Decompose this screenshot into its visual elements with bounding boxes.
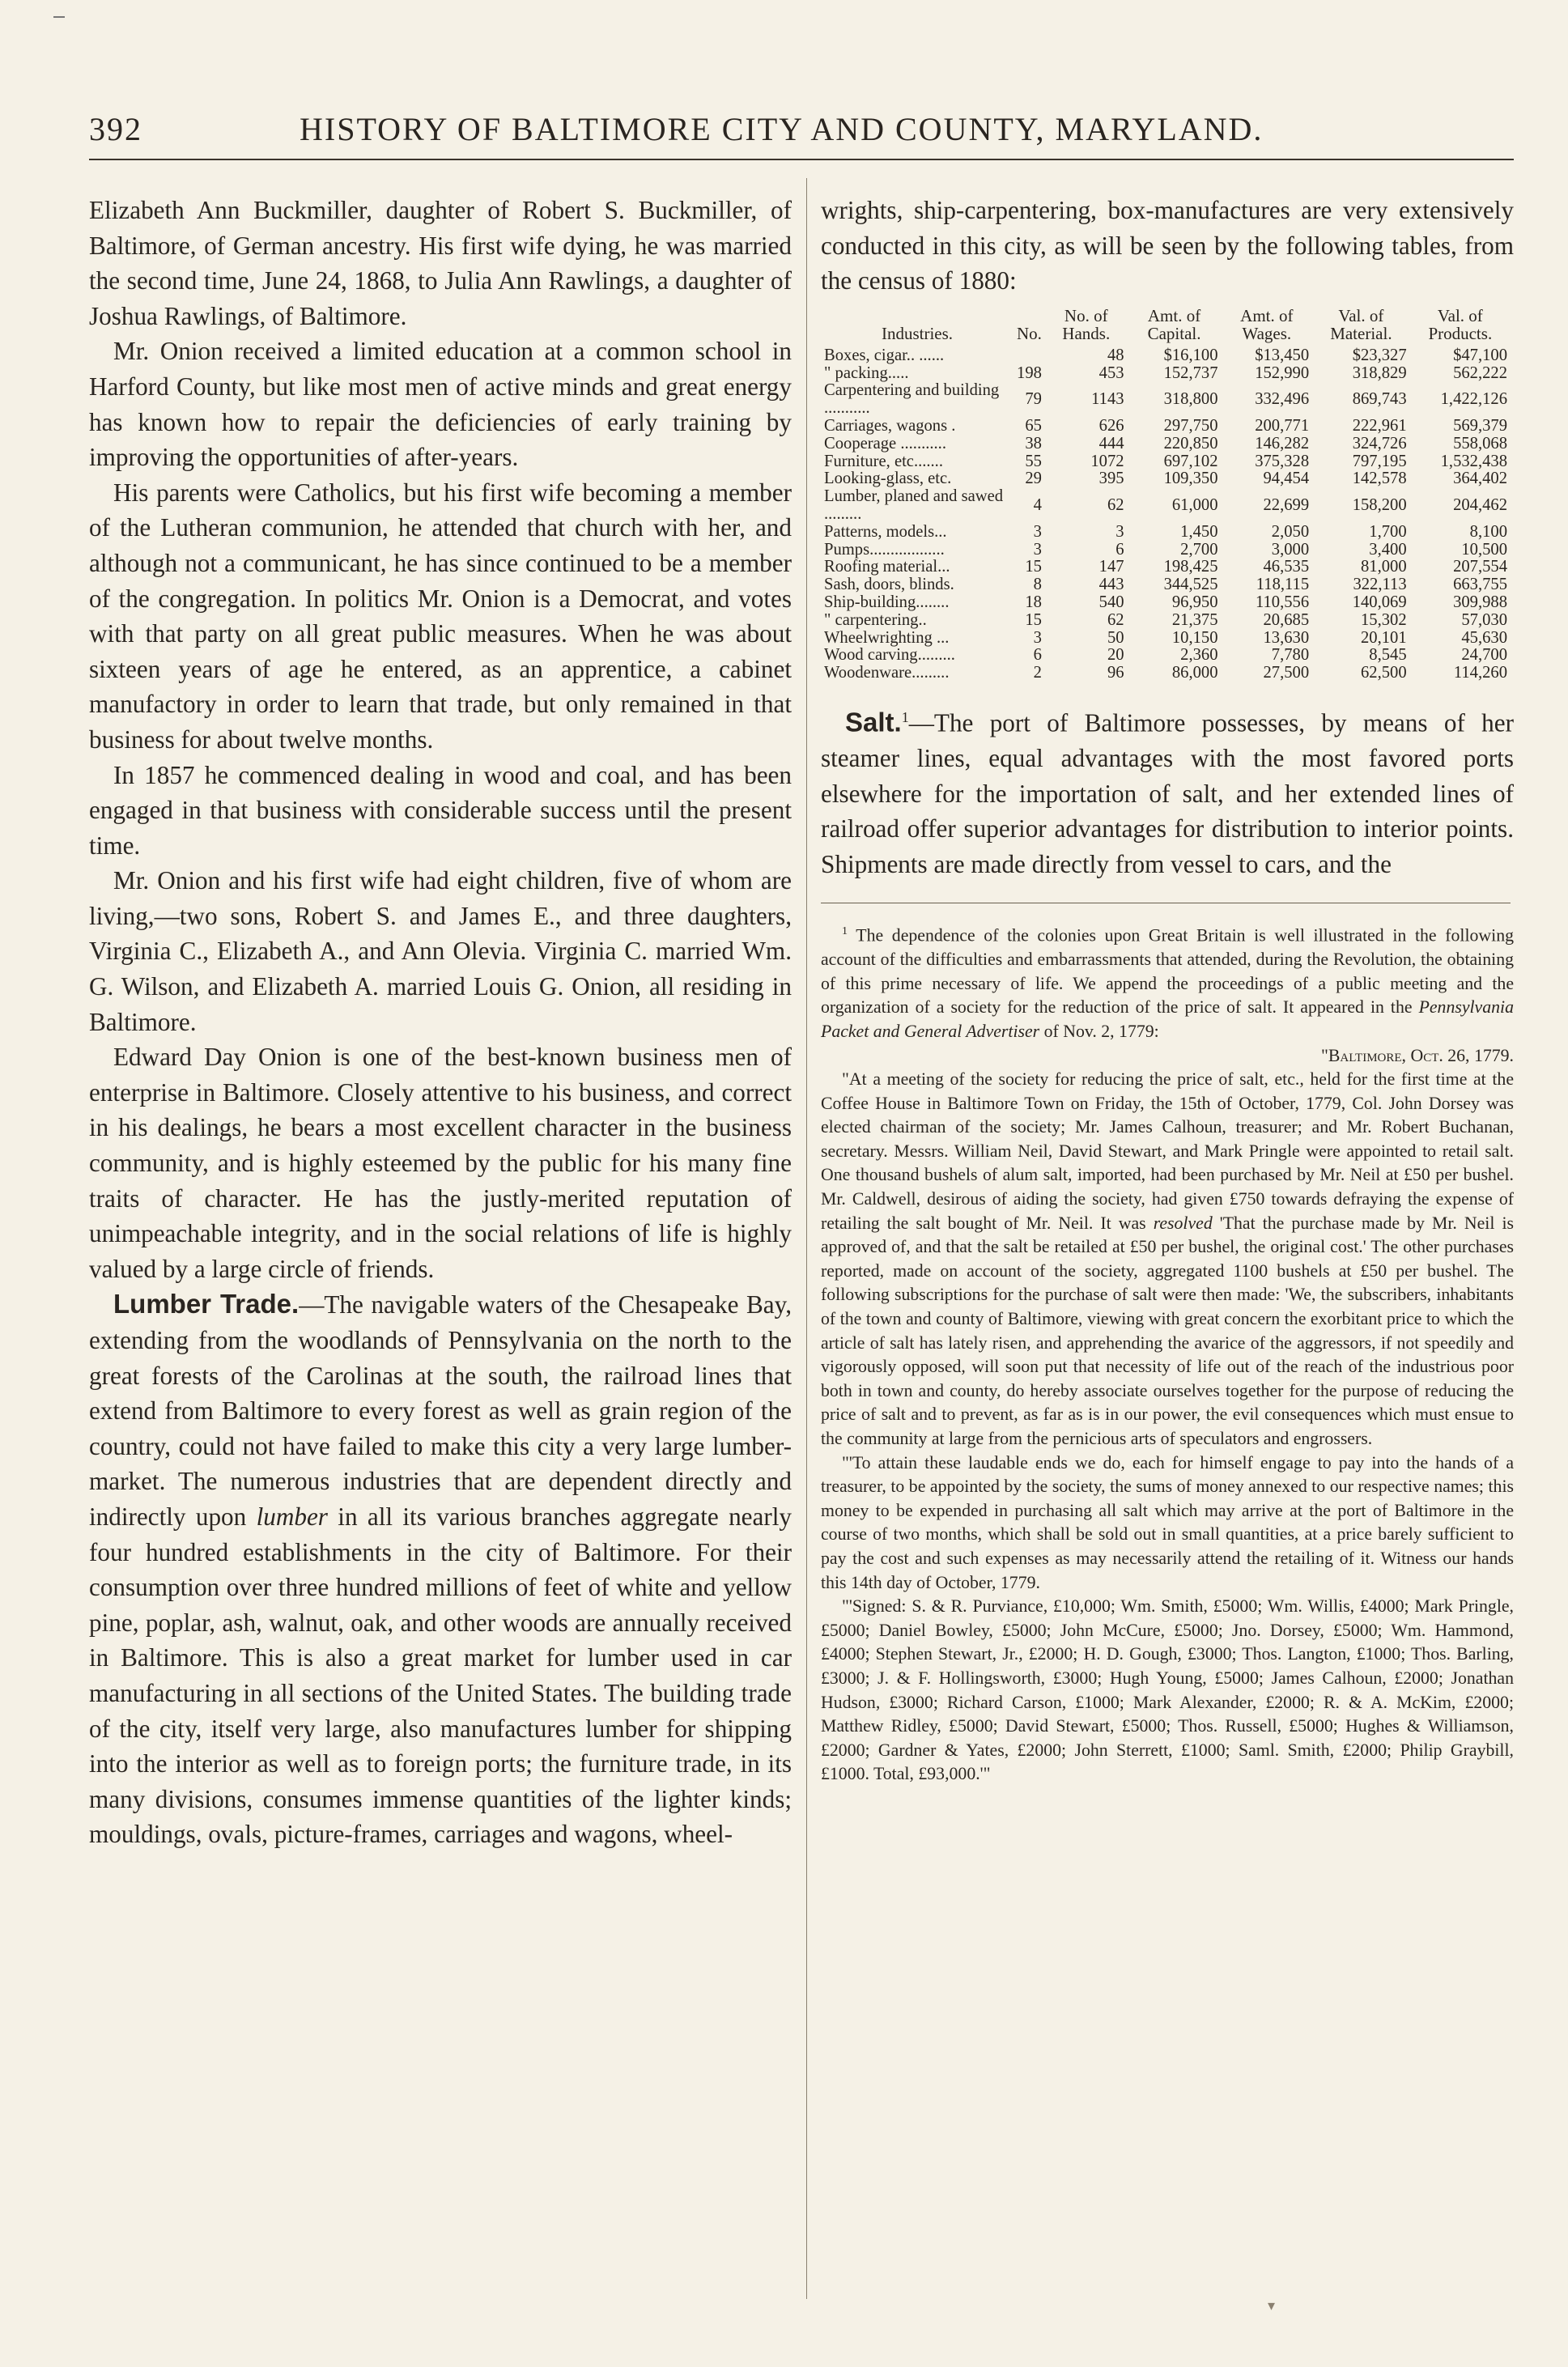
value-cell: $47,100 [1453,346,1507,364]
value-cell: 2,360 [1180,646,1218,665]
value-cell: 558,068 [1453,434,1507,453]
value-cell: 318,829 [1352,363,1407,382]
paragraph: wrights, ship-carpentering, box-manufactures are very extensively conducted in this city, as will be seen by the following tables, from the census of 1880: [821,196,1514,295]
footnote-intro [821,920,1514,1043]
industry-cell: Wheelwrighting ... [824,628,950,647]
value-cell: 395 [1098,470,1124,488]
table-header-row [821,307,1511,342]
value-cell: 110,556 [1255,593,1310,611]
value-cell: 318,800 [1163,390,1218,409]
industry-cell: Carriages, wagons . [824,416,956,435]
value-cell: 2,050 [1271,522,1310,541]
value-cell: 663,755 [1453,576,1507,594]
left-column [89,193,792,1852]
footnote-text: of Nov. 2, 1779: [1039,1021,1159,1041]
industry-cell: Roofing material... [824,558,950,576]
value-cell: 198 [1017,363,1042,382]
value-cell: 86,000 [1171,664,1218,682]
value-cell: 50 [1107,628,1124,647]
lumber-italic: lumber [256,1502,328,1531]
paragraph: His parents were Catholics, but his first wife becoming a member of the Lutheran communion, he attended that church with her, and although not a communicant, he has since continued to be a member of the congregation. In politics Mr. Onion is a Democrat, and votes with that party on all great public measures. When he was about sixteen years of age he entered, as an apprentice, a cabinet manufactory in order to learn that trade, but only remained in that business for about twelve months. [89,478,792,754]
value-cell: 96 [1107,664,1124,682]
paragraph: Mr. Onion received a limited education at a common school in Harford County, but like most men of active minds and great energy has known how to repair the deficiencies of early training by improving the opportunities of after-years. [89,337,792,472]
value-cell: 344,525 [1163,576,1218,594]
value-cell: 96,950 [1171,593,1218,611]
value-cell: 207,554 [1453,558,1507,576]
value-cell: 15,302 [1360,610,1407,629]
value-cell: 2,700 [1180,540,1218,559]
value-cell: 3 [1033,522,1042,541]
value-cell: 6 [1115,540,1124,559]
industry-cell: Carpentering and building ........... [824,381,1000,418]
value-cell: 364,402 [1453,470,1507,488]
footnote-text: 'That the purchase made by Mr. Neil is approved of, and that the salt be retailed at £50 per bushel, the original cost.' The other purchases reported, made on account of the society, aggregated 1100 bushels at £50 per bushel. The following subscriptions for the purchase of salt were then made: 'We, the subscribers, inhabitants of the town and county of Baltimore, viewing with great concern the exorbitant price to which the article of salt has lately risen, and apprehending the avarice of the aggressors, if not speedily and vigorously opposed, will soon put that necessity of life out of the reach of the industrious poor both in town and county, do hereby associate ourselves together for the purpose of reducing the price of salt and to prevent, as far as is in our power, the evil consequences which must ensue to the community at large from the pernicious arts of speculators and engrossers. [821,1213,1514,1449]
value-cell: 220,850 [1163,434,1218,453]
table-body [821,342,1511,682]
table-row [821,630,1511,648]
table-row [821,436,1511,453]
table-row [821,382,1511,418]
value-cell: 48 [1107,346,1124,364]
value-cell: 79 [1025,390,1042,409]
value-cell: 18 [1025,593,1042,611]
value-cell: 10,500 [1461,540,1507,559]
value-cell: 8 [1033,576,1042,594]
value-cell: 375,328 [1255,452,1310,470]
value-cell: 324,726 [1352,434,1407,453]
value-cell: 444 [1098,434,1124,453]
footnote-text: The dependence of the colonies upon Great Britain is well illustrated in the following account of the difficulties and embarrassments that attended, during the Revolution, the obtaining of this prime necessary of life. We append the proceedings of a public meeting and the organization of a society for the reduction of the price of salt. It appeared in the [821,925,1514,1018]
industry-cell: Woodenware......... [824,664,950,682]
value-cell: 29 [1025,470,1042,488]
value-cell: 15 [1025,610,1042,629]
value-cell: 65 [1025,416,1042,435]
table-row [821,576,1511,594]
value-cell: 3,000 [1271,540,1310,559]
column-divider [806,178,807,2299]
value-cell: 204,462 [1453,496,1507,515]
value-cell: 797,195 [1352,452,1407,470]
table-row [821,524,1511,542]
right-column [821,193,1514,1787]
column-header: Industries. [881,323,954,343]
value-cell: 55 [1025,452,1042,470]
value-cell: 332,496 [1255,390,1310,409]
table-row [821,612,1511,630]
value-cell: 1143 [1091,390,1124,409]
value-cell: 453 [1098,363,1124,382]
footnote-paragraph [821,1068,1514,1451]
value-cell: 109,350 [1163,470,1218,488]
footnote-dateline [821,1044,1514,1069]
section-heading-lumber: Lumber Trade. [113,1289,300,1319]
table-row [821,665,1511,682]
value-cell: 626 [1098,416,1124,435]
paragraph: Elizabeth Ann Buckmiller, daughter of Robert S. Buckmiller, of Baltimore, of German ancestry. His first wife dying, he was married the second time, June 24, 1868, to Julia Ann Rawlings, a daughter of Joshua Rawlings, of Baltimore. [89,196,792,330]
lumber-trade-paragraph [89,1286,792,1852]
value-cell: 1,532,438 [1440,452,1507,470]
column-header: Amt. of Wages. [1240,305,1294,343]
column-header: Val. of Material. [1330,305,1392,343]
value-cell: 27,500 [1263,664,1310,682]
value-cell: 6 [1033,646,1042,665]
industry-cell: Furniture, etc....... [824,452,943,470]
census-table [821,307,1511,682]
value-cell: 1072 [1090,452,1124,470]
value-cell: 8,100 [1469,522,1507,541]
footnote-paragraph: "'Signed: S. & R. Purviance, £10,000; Wm. Smith, £5000; Wm. Willis, £4000; Mark Pringle, £5000; Daniel Bowley, £5000; John McCure, £5000; Jno. Dorsey, £5000; Wm. Hammond, £4000; Stephen Stewart, Jr., £2000; H. D. Gough, £3000; Thos. Langton, £1000; Thos. Barling, £3000; J. & F. Hollingsworth, £3000; Hugh Young, £5000; James Calhoun, £2000; Jonathan Hudson, £3000; Richard Carson, £1000; Mark Alexander, £2000; R. & A. McKim, £2000; Matthew Ridley, £5000; David Stewart, £5000; Thos. Russell, £5000; Hughes & Williamson, £2000; Gardner & Yates, £2000; John Sterrett, £1000; Saml. Smith, £2000; Philip Graybill, £1000. Total, £93,000.'" [821,1596,1514,1784]
industry-cell: Cooperage ........... [824,434,946,453]
value-cell: 3,400 [1369,540,1407,559]
value-cell: 309,988 [1453,593,1507,611]
value-cell: 94,454 [1263,470,1310,488]
value-cell: 198,425 [1163,558,1218,576]
value-cell: 152,990 [1255,363,1310,382]
value-cell: 46,535 [1263,558,1310,576]
value-cell: 118,115 [1256,576,1310,594]
value-cell: 20,101 [1360,628,1407,647]
footnote-ref: 1 [901,708,909,725]
value-cell [1013,342,1045,365]
value-cell: 222,961 [1352,416,1407,435]
footnote-italic: Pennsylvania Packet and General Advertiser [821,997,1514,1041]
paragraph: In 1857 he commenced dealing in wood and coal, and has been engaged in that business with considerable success until the present time. [89,760,792,860]
value-cell: 1,700 [1369,522,1407,541]
table-row [821,488,1511,524]
value-cell: 697,102 [1163,452,1218,470]
value-cell: 61,000 [1171,496,1218,515]
value-cell: 3 [1033,628,1042,647]
industry-cell: Patterns, models... [824,522,947,541]
industry-cell: Boxes, cigar.. ...... [824,346,945,364]
industry-cell: Pumps.................. [824,540,945,559]
column-header: No. [1017,323,1042,343]
value-cell: 869,743 [1352,390,1407,409]
paragraph: Edward Day Onion is one of the best-known business men of enterprise in Baltimore. Closely attentive to his business, and correct in his dealings, he bears a most excellent character in the business community, and is highly esteemed by the public for his many fine traits of character. He has the justly-merited reputation of unimpeachable integrity, and in the social relations of life is highly valued by a large circle of friends. [89,1043,792,1283]
value-cell: 1,422,126 [1440,390,1507,409]
value-cell: 62 [1107,496,1124,515]
salt-paragraph [821,700,1514,882]
value-cell: 62 [1107,610,1124,629]
value-cell: 20,685 [1263,610,1310,629]
value-cell: $23,327 [1352,346,1407,364]
table-row [821,559,1511,576]
header-rule [89,159,1514,160]
industry-cell: Looking-glass, etc. [824,470,952,488]
lumber-text-b: in all its various branches aggregate nearly four hundred establishments in the city of Baltimore. For their consumption over three hundred millions of feet of white and yellow pine, poplar, ash, walnut, oak, and other woods are annually received in Baltimore. This is also a great market for lumber used in car manufacturing in all sections of the United States. The building trade of the city, itself very large, also manufactures lumber for shipping into the interior as well as to foreign ports; the furniture trade, in its many divisions, consumes immense quantities of the lighter kinds; mouldings, ovals, picture-frames, carriages and wagons, wheel- [89,1502,792,1849]
industry-cell: " packing..... [824,363,909,382]
table-row [821,418,1511,436]
industry-cell: Ship-building........ [824,593,950,611]
value-cell: 10,150 [1171,628,1218,647]
value-cell: 114,260 [1453,664,1507,682]
value-cell: 81,000 [1360,558,1407,576]
value-cell: $13,450 [1255,346,1310,364]
value-cell: $16,100 [1163,346,1218,364]
page-number: 392 [89,111,142,147]
industry-cell: Sash, doors, blinds. [824,576,954,594]
column-header: Amt. of Capital. [1147,305,1201,343]
table-row [821,594,1511,612]
value-cell: 146,282 [1255,434,1310,453]
value-cell: 297,750 [1163,416,1218,435]
value-cell: 147 [1098,558,1124,576]
value-cell: 24,700 [1461,646,1507,665]
industry-cell: " carpentering.. [824,610,927,629]
value-cell: 21,375 [1171,610,1218,629]
footnote-number: 1 [842,925,848,938]
value-cell: 57,030 [1461,610,1507,629]
value-cell: 4 [1033,496,1042,515]
value-cell: 540 [1098,593,1124,611]
value-cell: 200,771 [1255,416,1310,435]
value-cell: 3 [1033,540,1042,559]
margin-mark [53,16,65,18]
industry-cell: Wood carving......... [824,646,955,665]
value-cell: 2 [1033,664,1042,682]
value-cell: 62,500 [1360,664,1407,682]
footnote-italic: resolved [1153,1213,1213,1233]
section-heading-salt: Salt. [845,707,902,737]
value-cell: 8,545 [1369,646,1407,665]
footnote-text: "At a meeting of the society for reducing the price of salt, etc., held for the first time at the Coffee House in Baltimore Town on Friday, the 15th of October, 1779, Col. John Dorsey was elected chairman of the society; Mr. James Calhoun, treasurer; and Mr. Robert Buchanan, secretary. Messrs. William Neil, David Stewart, and Mark Pringle were appointed to retail salt. One thousand bushels of alum salt, imported, had been purchased by Mr. Neil at £50 per bushel. Mr. Caldwell, desirous of aiding the society, had given £750 towards defraying the expense of retailing the salt bought of Mr. Neil. It was [821,1069,1514,1233]
value-cell: 322,113 [1353,576,1407,594]
table-row [821,647,1511,665]
running-title: HISTORY OF BALTIMORE CITY AND COUNTY, MARYLAND. [300,111,1264,147]
value-cell: 38 [1025,434,1042,453]
paragraph: Mr. Onion and his first wife had eight children, five of whom are living,—two sons, Robert S. and James E., and three daughters, Virginia C., Elizabeth A., and Ann Olevia. Virginia C. married Wm. G. Wilson, and Elizabeth A. married Louis G. Onion, all residing in Baltimore. [89,866,792,1036]
value-cell: 158,200 [1352,496,1407,515]
salt-text: —The port of Baltimore possesses, by means of her steamer lines, equal advantages with the most favored ports elsewhere for the importation of salt, and her extended lines of railroad offer superior advantages for distribution to interior points. Shipments are made directly from vessel to cars, and the [821,708,1514,878]
value-cell: 7,780 [1271,646,1310,665]
dateline: "Baltimore, Oct. 26, 1779. [1321,1045,1514,1065]
value-cell: 20 [1107,646,1124,665]
value-cell: 152,737 [1163,363,1218,382]
table-row [821,365,1511,383]
lumber-text-a: —The navigable waters of the Chesapeake Bay, extending from the woodlands of Pennsylvania on the north to the great forests of the Carolinas at the south, the railroad lines that extend from Baltimore to every forest as well as grain region of the country, could not have failed to make this city a very large lumber-market. The numerous industries that are dependent directly and indirectly upon [89,1290,792,1531]
value-cell: 142,578 [1352,470,1407,488]
table-row [821,342,1511,365]
page-mark: ▾ [1268,2297,1276,2314]
value-cell: 1,450 [1180,522,1218,541]
value-cell: 22,699 [1263,496,1310,515]
value-cell: 569,379 [1453,416,1507,435]
value-cell: 3 [1115,522,1124,541]
value-cell: 562,222 [1453,363,1507,382]
table-row [821,453,1511,471]
table-row [821,470,1511,488]
footnote-paragraph: "'To attain these laudable ends we do, each for himself engage to pay into the hands of a treasurer, to be appointed by the society, the sums of money annexed to our respective names; this money to be expended in purchasing all salt which may arrive at the port of Baltimore in the course of two months, which shall be sold out in small quantities, at a price barely sufficient to pay the cost and such expenses as may necessarily attend the retailing of it. Witness our hands this 14th day of October, 1779. [821,1452,1514,1592]
column-header: No. of Hands. [1062,305,1111,343]
value-cell: 13,630 [1263,628,1310,647]
industry-cell: Lumber, planed and sawed ......... [824,487,1004,523]
value-cell: 140,069 [1352,593,1407,611]
value-cell: 443 [1098,576,1124,594]
table-row [821,542,1511,559]
column-header: Val. of Products. [1428,305,1493,343]
value-cell: 15 [1025,558,1042,576]
value-cell: 45,630 [1461,628,1507,647]
